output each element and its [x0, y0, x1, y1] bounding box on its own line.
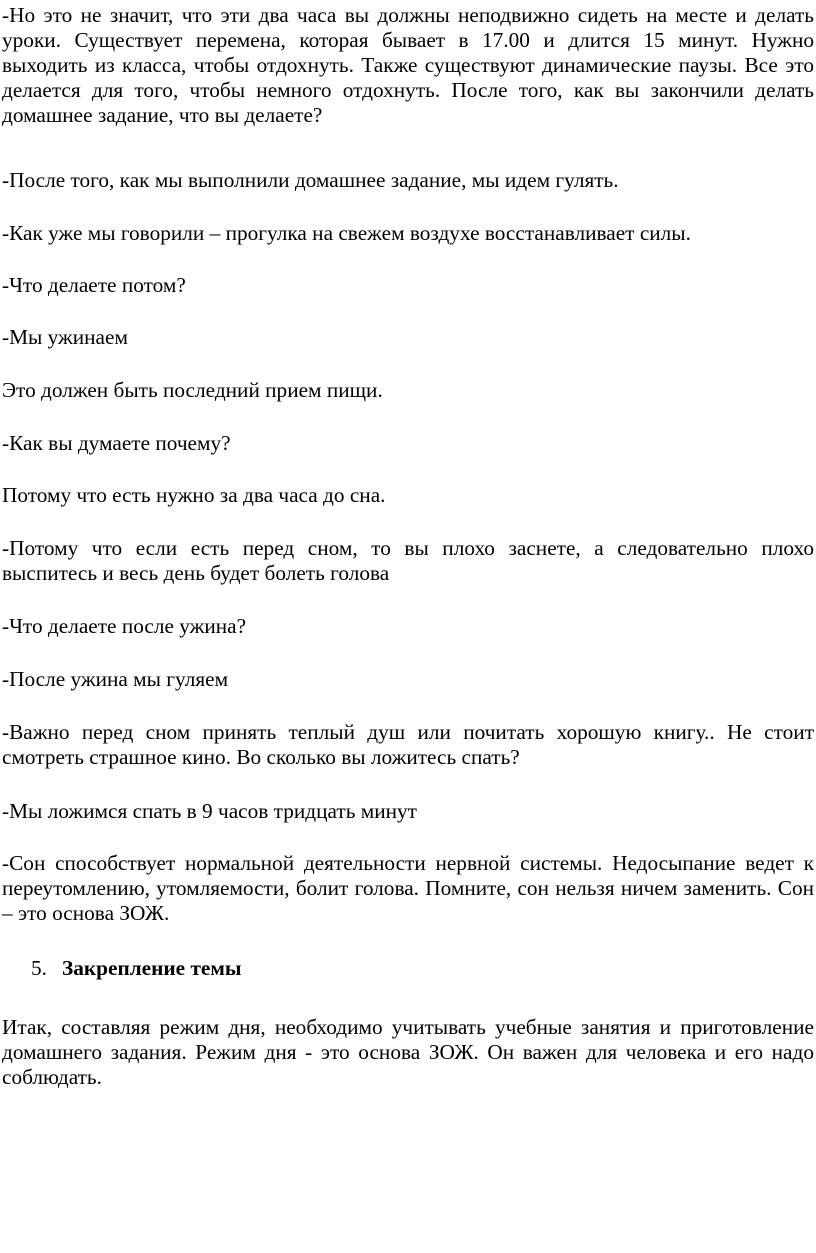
- paragraph-sleep-badly: -Потому что если есть перед сном, то вы плохо заснете, а следовательно плохо выспитесь и весь день будет болеть голова: [2, 536, 814, 585]
- paragraph-question-then: -Что делаете потом?: [2, 273, 186, 297]
- paragraph-two-hours: Потому что есть нужно за два часа до сна.: [2, 483, 386, 507]
- paragraph-recess: -Но это не значит, что эти два часа вы должны неподвижно сидеть на месте и делать уроки. Существует перемена, которая бывает в 17.00 и длится 15 минут. Нужно выходить из класса, чтобы отдохнуть. Также существуют динамические паузы. Все это делается для того, чтобы немного отдохнуть. После того, как вы закончили делать домашнее задание, что вы делаете?: [2, 3, 814, 127]
- paragraph-walk-answer: -После того, как мы выполнили домашнее задание, мы идем гулять.: [2, 168, 619, 192]
- paragraph-bedtime: -Мы ложимся спать в 9 часов тридцать минут: [2, 799, 417, 823]
- paragraph-shower-book: -Важно перед сном принять теплый душ или почитать хорошую книгу.. Не стоит смотреть страшное кино. Во сколько вы ложитесь спать?: [2, 720, 814, 769]
- paragraph-walk-after-dinner: -После ужина мы гуляем: [2, 667, 229, 691]
- section-title: Закрепление темы: [62, 956, 242, 980]
- paragraph-last-meal: Это должен быть последний прием пищи.: [2, 378, 383, 402]
- paragraph-question-why: -Как вы думаете почему?: [2, 431, 231, 455]
- paragraph-fresh-air: -Как уже мы говорили – прогулка на свежем воздухе восстанавливает силы.: [2, 221, 691, 245]
- paragraph-closing: Итак, составляя режим дня, необходимо учитывать учебные занятия и приготовление домашнего задания. Режим дня - это основа ЗОЖ. Он важен для человека и его надо соблюдать.: [2, 1015, 814, 1089]
- paragraph-question-after-dinner: -Что делаете после ужина?: [2, 614, 247, 638]
- paragraph-dinner-answer: -Мы ужинаем: [2, 325, 128, 349]
- paragraph-sleep-importance: -Сон способствует нормальной деятельности нервной системы. Недосыпание ведет к переутомлению, утомляемости, болит голова. Помните, сон нельзя ничем заменить. Сон – это основа ЗОЖ.: [2, 851, 814, 925]
- section-number: 5.: [31, 956, 47, 980]
- section-heading: [31, 956, 791, 981]
